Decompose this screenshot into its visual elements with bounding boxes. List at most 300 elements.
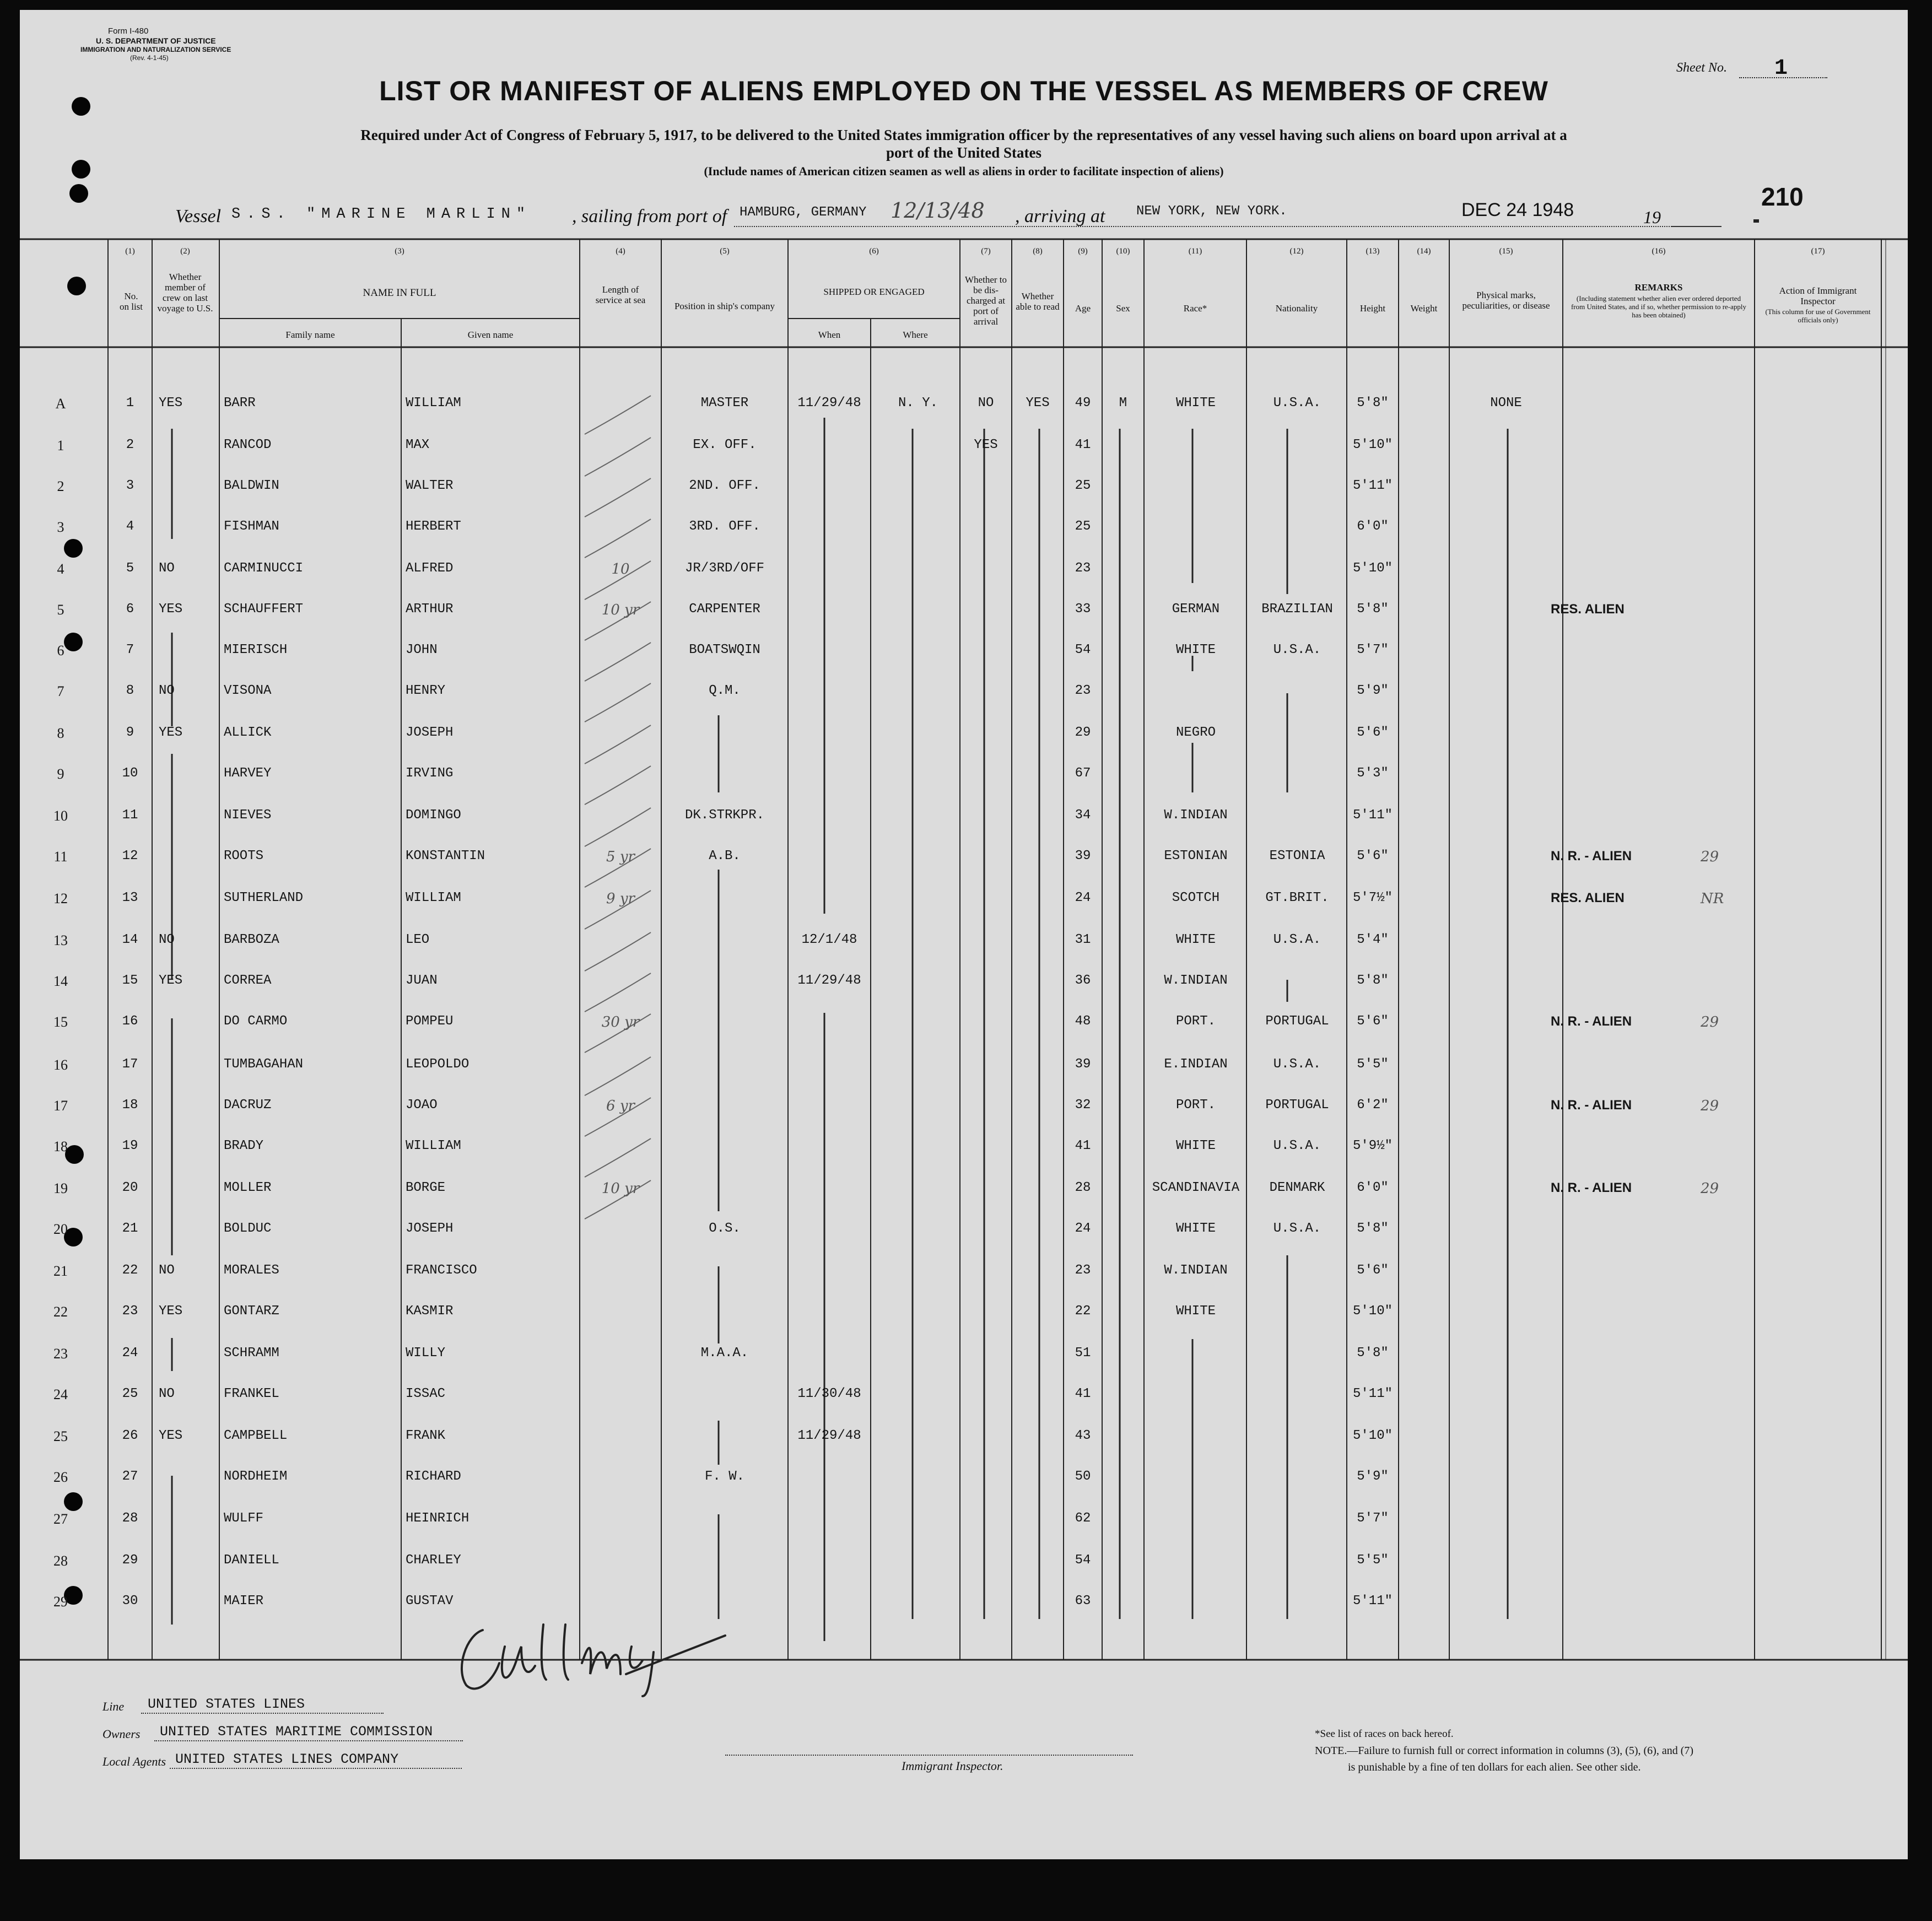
cell-margin: 5: [57, 602, 64, 618]
form-department: U. S. DEPARTMENT OF JUSTICE: [96, 36, 216, 45]
table-row: [20, 519, 1908, 561]
cell-age: 24: [1075, 891, 1091, 905]
col-11-number: (11): [1188, 247, 1202, 256]
cell-nationality: GT.BRIT.: [1265, 891, 1329, 905]
cell-sex: M: [1119, 396, 1127, 411]
cell-height: 5'8": [1357, 1221, 1389, 1236]
page-title: LIST OR MANIFEST OF ALIENS EMPLOYED ON THE VESSEL AS MEMBERS OF CREW: [379, 75, 1548, 106]
cell-family: MORALES: [224, 1263, 279, 1278]
cell-age: 32: [1075, 1098, 1091, 1113]
cell-age: 67: [1075, 766, 1091, 781]
cell-height: 5'7": [1357, 643, 1389, 657]
table-row: [20, 438, 1908, 479]
table-row: [20, 561, 1908, 603]
table-row: [20, 808, 1908, 850]
cell-height: 5'11": [1352, 1386, 1393, 1401]
cell-family: HARVEY: [224, 766, 272, 781]
table-row: [20, 1138, 1908, 1180]
cell-family: RANCOD: [224, 438, 272, 452]
cell-service: 30 yr: [601, 1014, 640, 1030]
cell-height: 5'11": [1352, 1594, 1393, 1609]
cell-height: 5'10": [1352, 1428, 1393, 1443]
cell-no: 23: [122, 1304, 138, 1319]
cell-race: W.INDIAN: [1164, 973, 1228, 988]
cell-last: NO: [159, 561, 175, 576]
sailing-label: , sailing from port of: [572, 206, 727, 226]
col-8-number: (8): [1033, 247, 1043, 256]
cell-no: 10: [122, 766, 138, 781]
cell-given: KONSTANTIN: [406, 849, 485, 864]
table-row: [20, 396, 1908, 438]
cell-remarks-hw: 29: [1701, 1014, 1719, 1030]
cell-where: N. Y.: [898, 396, 938, 411]
cell-when: 11/29/48: [797, 396, 861, 411]
footer-owners-label: Owners: [102, 1727, 141, 1741]
col-13-label: Height: [1359, 303, 1386, 314]
cell-position: Q.M.: [709, 683, 741, 698]
col-4-number: (4): [616, 247, 625, 256]
cell-last: YES: [159, 725, 183, 740]
arriving-label: , arriving at: [1015, 206, 1105, 226]
cell-given: DOMINGO: [406, 808, 461, 823]
cell-when: 11/29/48: [797, 1428, 861, 1443]
year-label: 19: [1643, 207, 1661, 227]
table-row: [20, 1304, 1908, 1346]
cell-given: KASMIR: [406, 1304, 454, 1319]
footer-agents-value: UNITED STATES LINES COMPANY: [175, 1751, 399, 1767]
cell-no: 26: [122, 1428, 138, 1443]
cell-margin: 27: [53, 1511, 68, 1527]
handwritten-sail-date: 12/13/48: [891, 198, 985, 223]
cell-position: 3RD. OFF.: [689, 519, 760, 534]
cell-nationality: U.S.A.: [1273, 396, 1321, 411]
cell-no: 11: [122, 808, 138, 823]
col-15-number: (15): [1499, 247, 1513, 256]
cell-given: JOHN: [406, 643, 438, 657]
col-2-number: (2): [180, 247, 190, 256]
cell-age: 29: [1075, 725, 1091, 740]
cell-margin: 17: [53, 1098, 68, 1114]
cell-position: JR/3RD/OFF: [684, 561, 765, 576]
manifest-sheet: [20, 10, 1908, 1859]
cell-age: 23: [1075, 561, 1091, 576]
cell-race: SCOTCH: [1172, 891, 1220, 905]
col-10-number: (10): [1116, 247, 1130, 256]
cell-no: 1: [126, 396, 134, 411]
cell-remarks: N. R. - ALIEN: [1551, 849, 1632, 864]
cell-margin: 8: [57, 725, 64, 741]
cell-margin: 28: [53, 1553, 68, 1569]
cell-race: W.INDIAN: [1164, 808, 1228, 823]
cell-last: YES: [159, 973, 183, 988]
cell-position: DK.STRKPR.: [684, 808, 765, 823]
cell-margin: 1: [57, 438, 64, 454]
cell-family: FISHMAN: [224, 519, 279, 534]
cell-given: CHARLEY: [406, 1553, 461, 1568]
col-11-label: Race*: [1183, 303, 1207, 314]
table-row: [20, 1428, 1908, 1470]
cell-given: HERBERT: [406, 519, 461, 534]
cell-margin: 15: [53, 1014, 68, 1030]
table-row: [20, 891, 1908, 932]
cell-age: 54: [1075, 643, 1091, 657]
table-row: [20, 1511, 1908, 1553]
col-3-label: NAME IN FULL: [363, 287, 436, 299]
cell-age: 41: [1075, 1138, 1091, 1153]
cell-race: SCANDINAVIA: [1152, 1180, 1240, 1195]
cell-discharged: YES: [974, 438, 998, 452]
cell-last: NO: [159, 932, 175, 947]
form-number: Form I-480: [108, 26, 149, 36]
cell-no: 21: [122, 1221, 138, 1236]
col-12-label: Nationality: [1275, 303, 1318, 314]
table-row: [20, 643, 1908, 684]
cell-family: DO CARMO: [224, 1014, 288, 1029]
cell-margin: 3: [57, 519, 64, 535]
cell-age: 51: [1075, 1346, 1091, 1361]
cell-family: TUMBAGAHAN: [224, 1057, 304, 1072]
cell-nationality: U.S.A.: [1273, 1057, 1321, 1072]
table-row: [20, 1180, 1908, 1222]
col-10-label: Sex: [1116, 303, 1130, 314]
cell-family: SCHAUFFERT: [224, 602, 304, 617]
cell-height: 5'7½": [1352, 891, 1393, 905]
cell-height: 6'0": [1357, 519, 1389, 534]
cell-height: 5'7": [1357, 1511, 1389, 1526]
footer-line-rule: [141, 1713, 384, 1714]
cell-no: 14: [122, 932, 138, 947]
cell-family: BRADY: [224, 1138, 264, 1153]
cell-nationality: U.S.A.: [1273, 643, 1321, 657]
col-6-number: (6): [869, 247, 879, 256]
cell-service: 10 yr: [601, 602, 640, 618]
col-1-number: (1): [125, 247, 135, 256]
col-2-label: Whether member of crew on last voyage to U.S.: [157, 272, 213, 314]
cell-remarks-hw: NR: [1701, 891, 1724, 907]
cell-given: JUAN: [406, 973, 438, 988]
arrival-date-stamp: DEC 24 1948: [1461, 199, 1574, 220]
col-7-label: Whether to be dis-charged at port of arrival: [965, 274, 1007, 327]
inspector-rule: [725, 1755, 1133, 1756]
cell-margin: 12: [53, 891, 68, 906]
cell-remarks: N. R. - ALIEN: [1551, 1180, 1632, 1195]
cell-margin: 6: [57, 643, 64, 659]
cell-family: BARR: [224, 396, 256, 411]
col-13-number: (13): [1366, 247, 1380, 256]
table-row: [20, 1594, 1908, 1636]
cell-family: NORDHEIM: [224, 1469, 288, 1484]
cell-margin: 24: [53, 1386, 68, 1402]
cell-given: ISSAC: [406, 1386, 446, 1401]
cell-no: 24: [122, 1346, 138, 1361]
cell-when: 12/1/48: [801, 932, 857, 947]
cell-margin: 29: [53, 1594, 68, 1610]
cell-margin: 25: [53, 1428, 68, 1444]
cell-last: YES: [159, 396, 183, 411]
cell-given: FRANCISCO: [406, 1263, 477, 1278]
cell-race: PORT.: [1175, 1098, 1216, 1113]
cell-marks: NONE: [1490, 396, 1522, 411]
cell-margin: 7: [57, 683, 64, 699]
cell-height: 5'8": [1357, 396, 1389, 411]
form-revision: (Rev. 4-1-45): [130, 54, 169, 62]
cell-age: 62: [1075, 1511, 1091, 1526]
cell-margin: 2: [57, 478, 64, 494]
cell-age: 25: [1075, 478, 1091, 493]
cell-given: WALTER: [406, 478, 454, 493]
cell-no: 13: [122, 891, 138, 905]
cell-no: 17: [122, 1057, 138, 1072]
col-4-label: Length of service at sea: [595, 284, 646, 305]
col-5-label: Position in ship's company: [674, 301, 775, 311]
cell-family: ALLICK: [224, 725, 272, 740]
table-row: [20, 1386, 1908, 1428]
cell-given: LEOPOLDO: [406, 1057, 469, 1072]
col-9-number: (9): [1078, 247, 1088, 256]
cell-margin: 4: [57, 561, 64, 577]
cell-margin: 14: [53, 973, 68, 989]
cell-age: 43: [1075, 1428, 1091, 1443]
cell-last: YES: [159, 1428, 183, 1443]
cell-discharged: NO: [978, 396, 994, 411]
cell-remarks-hw: 29: [1701, 1098, 1719, 1114]
stamp-number: 210: [1761, 182, 1804, 211]
cell-given: JOSEPH: [406, 725, 454, 740]
cell-no: 7: [126, 643, 134, 657]
cell-read: YES: [1026, 396, 1050, 411]
cell-margin: 23: [53, 1346, 68, 1362]
cell-position: MASTER: [700, 396, 749, 411]
cell-given: HENRY: [406, 683, 446, 698]
cell-given: HEINRICH: [406, 1511, 469, 1526]
cell-remarks-hw: 29: [1701, 1180, 1719, 1197]
cell-no: 6: [126, 602, 134, 617]
col-17-number: (17): [1811, 247, 1825, 256]
cell-height: 5'10": [1352, 1304, 1393, 1319]
footer-line-value: UNITED STATES LINES: [148, 1696, 305, 1712]
subtitle-port: port of the United States: [886, 144, 1041, 161]
cell-race: GERMAN: [1172, 602, 1220, 617]
cell-given: JOSEPH: [406, 1221, 454, 1236]
cell-race: NEGRO: [1175, 725, 1216, 740]
cell-age: 36: [1075, 973, 1091, 988]
table-row: [20, 932, 1908, 974]
cell-family: SCHRAMM: [224, 1346, 279, 1361]
cell-service: 10: [611, 561, 630, 578]
cell-no: 3: [126, 478, 134, 493]
cell-no: 2: [126, 438, 134, 452]
col-3-number: (3): [395, 247, 404, 256]
cell-last: NO: [159, 683, 175, 698]
cell-height: 5'5": [1357, 1553, 1389, 1568]
cell-family: FRANKEL: [224, 1386, 279, 1401]
cell-no: 30: [122, 1594, 138, 1609]
cell-family: BARBOZA: [224, 932, 279, 947]
cell-height: 5'6": [1357, 725, 1389, 740]
cell-race: WHITE: [1175, 1304, 1216, 1319]
cell-no: 22: [122, 1263, 138, 1278]
cell-age: 23: [1075, 683, 1091, 698]
cell-age: 50: [1075, 1469, 1091, 1484]
cell-height: 5'3": [1357, 766, 1389, 781]
table-row: [20, 1263, 1908, 1305]
cell-age: 63: [1075, 1594, 1091, 1609]
footer-line-label: Line: [102, 1699, 125, 1713]
cell-no: 9: [126, 725, 134, 740]
footer-agents-label: Local Agents: [102, 1755, 166, 1768]
footer-note-2: is punishable by a fine of ten dollars for each alien. See other side.: [1348, 1761, 1641, 1773]
cell-given: BORGE: [406, 1180, 446, 1195]
cell-family: NIEVES: [224, 808, 272, 823]
cell-service: 9 yr: [606, 891, 635, 907]
col-17-label: Action of Immigrant Inspector: [1779, 285, 1857, 306]
cell-given: LEO: [406, 932, 430, 947]
cell-remarks: RES. ALIEN: [1551, 891, 1625, 905]
cell-age: 39: [1075, 1057, 1091, 1072]
cell-family: CARMINUCCI: [224, 561, 304, 576]
cell-age: 23: [1075, 1263, 1091, 1278]
col-16-note: (Including statement whether alien ever ordered deported from United States, and if so, whether permission to re-apply has been obtained): [1571, 294, 1747, 319]
cell-remarks: N. R. - ALIEN: [1551, 1014, 1632, 1029]
col-16-label: REMARKS: [1634, 282, 1683, 293]
cell-family: VISONA: [224, 683, 272, 698]
cell-no: 27: [122, 1469, 138, 1484]
cell-no: 8: [126, 683, 134, 698]
cell-position: O.S.: [709, 1221, 741, 1236]
inspector-label: Immigrant Inspector.: [902, 1759, 1003, 1773]
cell-height: 5'6": [1357, 1014, 1389, 1029]
subtitle-include: (Include names of American citizen seamen as well as aliens in order to facilitate inspection of aliens): [704, 164, 1224, 178]
cell-race: WHITE: [1175, 1221, 1216, 1236]
cell-margin: 18: [53, 1138, 68, 1154]
cell-race: WHITE: [1175, 932, 1216, 947]
cell-given: FRANK: [406, 1428, 446, 1443]
cell-height: 5'8": [1357, 602, 1389, 617]
footer-owners-value: UNITED STATES MARITIME COMMISSION: [160, 1724, 433, 1740]
cell-last: YES: [159, 1304, 183, 1319]
col-14-number: (14): [1417, 247, 1431, 256]
col-17-note: (This column for use of Government officials only): [1765, 307, 1871, 324]
cell-race: ESTONIAN: [1164, 849, 1228, 864]
cell-no: 29: [122, 1553, 138, 1568]
sheet-number: 1: [1774, 56, 1788, 81]
col-3-family: Family name: [285, 330, 335, 340]
cell-height: 5'10": [1352, 438, 1393, 452]
cell-given: WILLIAM: [406, 891, 461, 905]
cell-height: 5'9": [1357, 1469, 1389, 1484]
cell-height: 5'6": [1357, 1263, 1389, 1278]
cell-no: 19: [122, 1138, 138, 1153]
cell-height: 5'8": [1357, 1346, 1389, 1361]
cell-race: W.INDIAN: [1164, 1263, 1228, 1278]
cell-race: WHITE: [1175, 396, 1216, 411]
col-6-where: Where: [903, 330, 928, 340]
cell-family: GONTARZ: [224, 1304, 279, 1319]
col-14-label: Weight: [1410, 303, 1438, 314]
cell-age: 33: [1075, 602, 1091, 617]
cell-position: F. W.: [704, 1469, 744, 1484]
table-row: [20, 766, 1908, 808]
cell-given: POMPEU: [406, 1014, 454, 1029]
cell-margin: 9: [57, 766, 64, 782]
cell-race: E.INDIAN: [1164, 1057, 1228, 1072]
cell-age: 34: [1075, 808, 1091, 823]
col-6-label: SHIPPED OR ENGAGED: [823, 287, 925, 297]
cell-nationality: U.S.A.: [1273, 932, 1321, 947]
cell-given: MAX: [406, 438, 430, 452]
cell-nationality: DENMARK: [1269, 1180, 1325, 1195]
col-3-given: Given name: [467, 330, 514, 340]
table-row: [20, 1553, 1908, 1595]
vessel-label: Vessel: [175, 206, 222, 226]
table-row: [20, 973, 1908, 1015]
cell-margin: 26: [53, 1469, 68, 1485]
footer-note-1: NOTE.—Failure to furnish full or correct information in columns (3), (5), (6), and (7): [1315, 1745, 1694, 1757]
cell-family: MOLLER: [224, 1180, 272, 1195]
cell-margin: 22: [53, 1304, 68, 1320]
table-row: [20, 1346, 1908, 1388]
table-row: [20, 725, 1908, 767]
table-row: [20, 478, 1908, 520]
cell-given: WILLY: [406, 1346, 446, 1361]
table-row: [20, 602, 1908, 644]
cell-remarks-hw: 29: [1701, 849, 1719, 865]
cell-margin: 13: [53, 932, 68, 948]
cell-given: ALFRED: [406, 561, 454, 576]
cell-last: NO: [159, 1386, 175, 1401]
cell-nationality: PORTUGAL: [1265, 1098, 1329, 1113]
cell-remarks: N. R. - ALIEN: [1551, 1098, 1632, 1113]
cell-family: WULFF: [224, 1511, 264, 1526]
col-16-number: (16): [1652, 247, 1666, 256]
cell-remarks: RES. ALIEN: [1551, 602, 1625, 617]
cell-when: 11/30/48: [797, 1386, 861, 1401]
cell-height: 6'2": [1357, 1098, 1389, 1113]
cell-age: 24: [1075, 1221, 1091, 1236]
cell-nationality: U.S.A.: [1273, 1138, 1321, 1153]
cell-given: WILLIAM: [406, 1138, 461, 1153]
cell-family: CORREA: [224, 973, 272, 988]
cell-margin: 19: [53, 1180, 68, 1196]
cell-age: 28: [1075, 1180, 1091, 1195]
cell-age: 48: [1075, 1014, 1091, 1029]
col-6-when: When: [818, 330, 841, 340]
cell-family: MAIER: [224, 1594, 264, 1609]
cell-given: JOAO: [406, 1098, 438, 1113]
cell-height: 5'10": [1352, 561, 1393, 576]
cell-no: 15: [122, 973, 138, 988]
table-row: [20, 1098, 1908, 1140]
cell-given: GUSTAV: [406, 1594, 454, 1609]
cell-family: ROOTS: [224, 849, 264, 864]
cell-margin: 21: [53, 1263, 68, 1279]
cell-nationality: ESTONIA: [1269, 849, 1325, 864]
cell-position: M.A.A.: [700, 1346, 749, 1361]
col-7-number: (7): [981, 247, 991, 256]
footer-owners-rule: [154, 1740, 463, 1741]
table-row: [20, 849, 1908, 891]
cell-no: 20: [122, 1180, 138, 1195]
cell-height: 5'4": [1357, 932, 1389, 947]
cell-service: 10 yr: [601, 1180, 640, 1197]
cell-no: 12: [122, 849, 138, 864]
arrival-port: NEW YORK, NEW YORK.: [1136, 204, 1287, 219]
vessel-name: S.S. "MARINE MARLIN": [231, 206, 532, 223]
col-15-label: Physical marks, peculiarities, or disease: [1462, 290, 1550, 311]
cell-race: WHITE: [1175, 1138, 1216, 1153]
cell-no: 25: [122, 1386, 138, 1401]
cell-nationality: U.S.A.: [1273, 1221, 1321, 1236]
